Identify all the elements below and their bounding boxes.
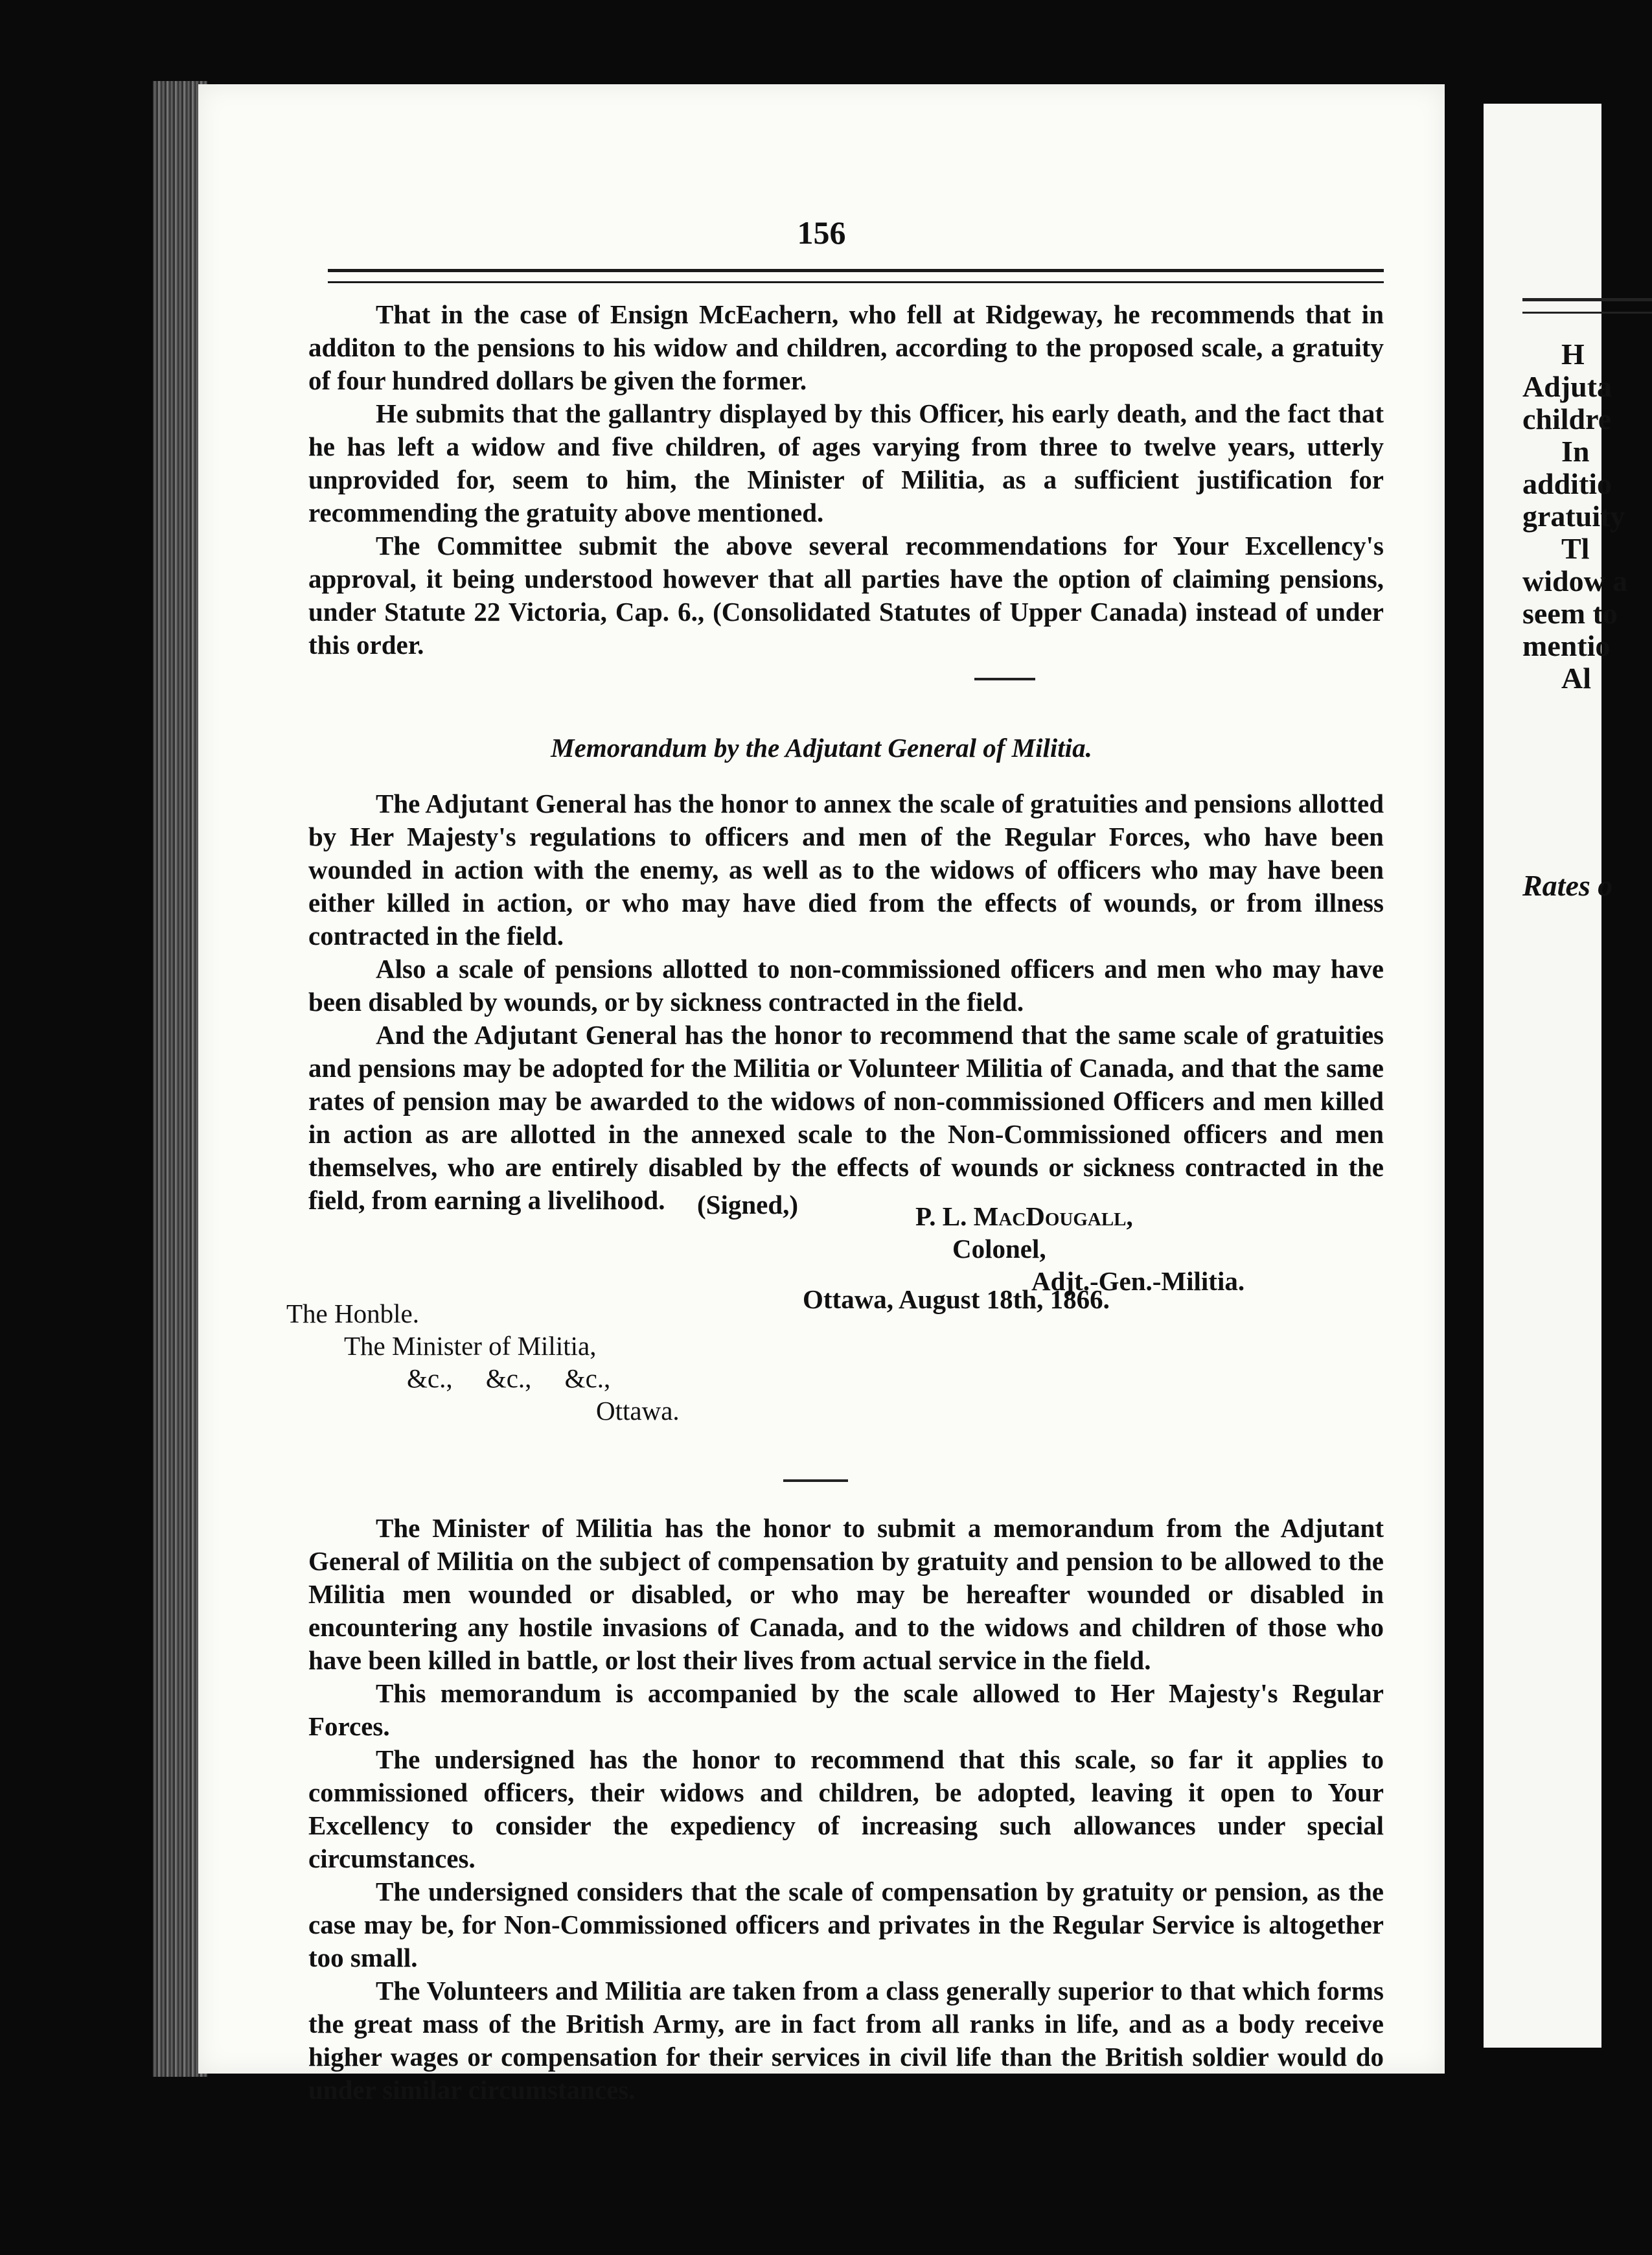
adjacent-fragment: widow a xyxy=(1522,564,1628,597)
memorandum-title: Memorandum by the Adjutant General of Militia. xyxy=(551,733,1092,763)
adjacent-fragment: mentio xyxy=(1522,629,1611,662)
adjacent-fragment: Adjuta xyxy=(1522,370,1612,403)
committee-recommendations xyxy=(308,298,1384,662)
adjacent-fragment: Rates o xyxy=(1522,869,1613,902)
adjacent-fragment: Tl xyxy=(1561,532,1590,565)
paragraph-gallantry: He submits that the gallantry displayed by this Officer, his early death, and the fact that he has left a widow and five children, of ages varying from three to twelve years, utterly unprovided for, seem to him, the Minister of Militia, as a sufficient justification for recommending the gratuity above mentioned. xyxy=(308,399,1384,527)
header-double-rule xyxy=(328,269,1384,283)
paragraph-undersigned-recommend: The undersigned has the honor to recommend that this scale, so far it applies to commissioned officers, their widows and children, be adopted, leaving it open to Your Excellency to consider the expediency of increasing such allowances under special circumstances. xyxy=(308,1744,1384,1873)
adjacent-fragment: gratuity xyxy=(1522,500,1625,533)
adjacent-fragment: seem to xyxy=(1522,597,1618,630)
adjacent-page-edge xyxy=(1484,104,1628,2048)
paragraph-ensign-mceachern: That in the case of Ensign McEachern, who fell at Ridgeway, he recommends that in additon to the pensions to his widow and children, according to the proposed scale, a gratuity of four hundred dollars be given the former. xyxy=(308,299,1384,395)
section-divider xyxy=(974,678,1035,680)
adjacent-fragment: Al xyxy=(1561,662,1591,695)
minister-memorandum xyxy=(308,1512,1384,2107)
paragraph-non-commissioned: Also a scale of pensions allotted to non-commissioned officers and men who may have been disabled by wounds, or by sickness contracted in the field. xyxy=(308,954,1384,1017)
paragraph-committee-submit: The Committee submit the above several recommendations for Your Excellency's approval, it being understood however that all parties have the option of claiming pensions, under Statute 22 Victoria, Cap. 6., (Consolidated Statutes of Upper Canada) instead of under this order. xyxy=(308,531,1384,660)
adjutant-memorandum xyxy=(308,787,1384,1217)
place-date: Ottawa, August 18th, 1866. xyxy=(803,1284,1110,1314)
adjacent-fragment: additio xyxy=(1522,467,1612,500)
address-line-4: Ottawa. xyxy=(596,1396,680,1426)
paragraph-annex-scale: The Adjutant General has the honor to annex the scale of gratuities and pensions allotted by Her Majesty's regulations to officers and men of the Regular Forces, who have been wounded in action with the enemy, as well as to the widows of officers who may have been either killed in action, or who may have died from the effects of wounds, or from illness contracted in the field. xyxy=(308,789,1384,951)
adjacent-fragment: childre xyxy=(1522,402,1612,435)
signatory-office: Adjt.-Gen.-Militia. xyxy=(1031,1266,1245,1296)
address-line-1: The Honble. xyxy=(286,1299,419,1328)
signed-label: (Signed,) xyxy=(697,1190,799,1220)
section-divider-2 xyxy=(783,1479,848,1482)
signatory-rank: Colonel, xyxy=(952,1234,1046,1264)
adjacent-fragment: H xyxy=(1561,338,1585,371)
paragraph-recommend-scale: And the Adjutant General has the honor to recommend that the same scale of gratuities and pensions may be adopted for the Militia or Volunteer Militia of Canada, and that the same rates of pension may be awarded to the widows of non-commissioned Officers and men killed in action as are allotted in the annexed scale to the Non-Commissioned officers and men themselves, who are entirely disabled by the effects of wounds or sickness contracted in the field, from earning a livelihood. xyxy=(308,1020,1384,1215)
paragraph-volunteers: The Volunteers and Militia are taken from a class generally superior to that which forms the great mass of the British Army, are in fact from all ranks in life, and as a body receive higher wages or compensation for their services in civil life than the British soldier would do under similar circumstances. xyxy=(308,1976,1384,2105)
paragraph-too-small: The undersigned considers that the scale of compensation by gratuity or pension, as the case may be, for Non-Commissioned officers and privates in the Regular Service is altogether too small. xyxy=(308,1877,1384,1972)
paragraph-minister-submit: The Minister of Militia has the honor to submit a memorandum from the Adjutant General of Militia on the subject of compensation by gratuity and pension to be allowed to the Militia men wounded or disabled, or who may be hereafter wounded or disabled in encountering any hostile invasions of Canada, and to the widows and children of those who have been killed in battle, or lost their lives from actual service in the field. xyxy=(308,1513,1384,1675)
adjacent-header-rule xyxy=(1522,298,1652,314)
address-line-2: The Minister of Militia, xyxy=(344,1331,597,1361)
page-number: 156 xyxy=(797,214,846,251)
paragraph-accompanied: This memorandum is accompanied by the scale allowed to Her Majesty's Regular Forces. xyxy=(308,1678,1384,1741)
document-page xyxy=(198,84,1445,2105)
address-line-3: &c., &c., &c., xyxy=(407,1363,611,1393)
signatory-name: P. L. MacDougall, xyxy=(915,1201,1133,1231)
adjacent-fragment: In xyxy=(1561,435,1590,468)
